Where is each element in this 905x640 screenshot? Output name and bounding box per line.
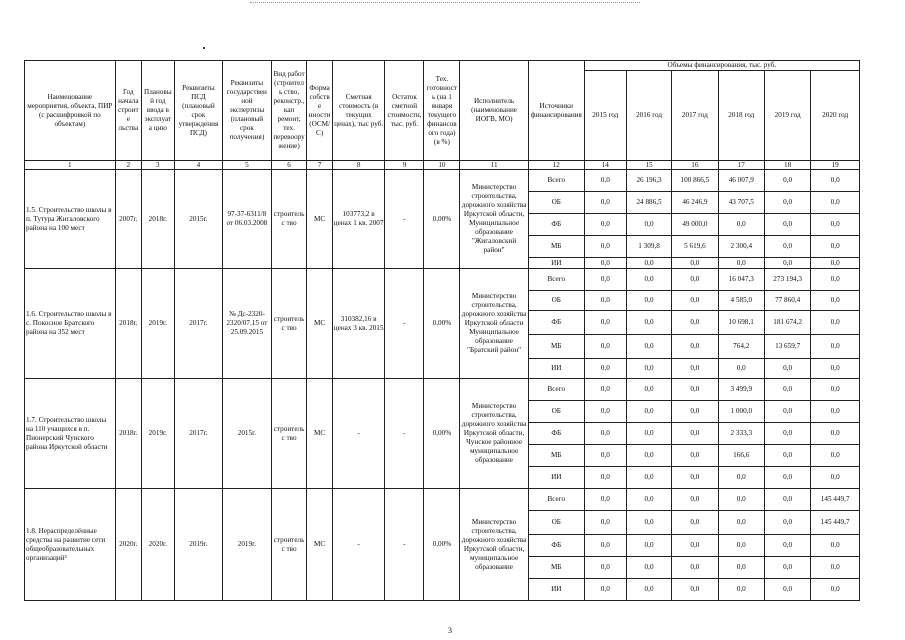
row-source: МБ	[528, 236, 584, 258]
row-psd: 2015г.	[174, 170, 222, 269]
funding-value: 0,0	[764, 258, 810, 269]
row-source: ОБ	[528, 192, 584, 214]
funding-value: 16 047,3	[718, 269, 764, 291]
funding-value: 0,0	[764, 445, 810, 467]
hdr-expertise: Реквизиты государствен ной экспертизы (плановый срок получения)	[223, 61, 271, 161]
funding-value: 0,0	[811, 379, 860, 401]
funding-value: 0,0	[584, 214, 626, 236]
funding-value: 0,0	[626, 311, 671, 335]
hdr-executor: Исполнитель (наименование ИОГВ, МО)	[460, 61, 529, 161]
funding-value: 0,0	[718, 258, 764, 269]
funding-value: 0,0	[584, 335, 626, 359]
funding-value: 0,0	[626, 511, 671, 535]
funding-value: 0,0	[584, 379, 626, 401]
funding-value: 0,0	[811, 214, 860, 236]
funding-value: 0,0	[626, 291, 671, 311]
row-work-type: строительс тво	[271, 379, 307, 489]
funding-value: 0,0	[764, 579, 810, 601]
funding-value: 46 007,9	[718, 170, 764, 192]
row-estimate: 310382,16 в ценах 3 кв. 2015	[332, 269, 385, 379]
hdr-estimate: Сметная стоимость (в текущих ценах), тыс руб.	[332, 61, 385, 161]
funding-value: 0,0	[584, 489, 626, 511]
funding-value: 0,0	[584, 359, 626, 379]
funding-value: 0,0	[584, 401, 626, 423]
funding-value: 0,0	[626, 489, 671, 511]
col-number: 12	[528, 161, 584, 170]
funding-value: 0,0	[626, 258, 671, 269]
row-source: ОБ	[528, 511, 584, 535]
funding-value: 49 000,0	[672, 214, 718, 236]
row-year-start: 2018г.	[115, 379, 141, 489]
hdr-year-start: Год начала строите льства	[115, 61, 141, 161]
funding-value: 0,0	[626, 445, 671, 467]
row-estimate: 103773,2 в ценах 1 кв. 2007	[332, 170, 385, 269]
funding-value: 0,0	[764, 192, 810, 214]
funding-value: 145 449,7	[811, 511, 860, 535]
funding-value: 13 659,7	[764, 335, 810, 359]
row-ownership: МС	[307, 269, 332, 379]
funding-table	[24, 60, 860, 601]
funding-value: 3 499,9	[718, 379, 764, 401]
hdr-work-type: Вид работ (строитель ство, реконстр., кап ремонт, тех. перевоору жение)	[271, 61, 307, 161]
top-dotted-line	[250, 2, 640, 4]
hdr-year-2017: 2017 год	[672, 71, 718, 161]
funding-value: 0,0	[764, 401, 810, 423]
row-readiness: 0,00%	[424, 170, 460, 269]
funding-value: 2 333,3	[718, 423, 764, 445]
funding-value: 4 585,0	[718, 291, 764, 311]
row-expertise: 2019г.	[223, 489, 271, 601]
row-work-type: строительс тво	[271, 489, 307, 601]
funding-value: 0,0	[764, 467, 810, 489]
row-source: ФБ	[528, 311, 584, 335]
funding-value: 0,0	[811, 557, 860, 579]
hdr-readiness: Тех. готовност ь (на 1 января текущего финансов ого года) (в %)	[424, 61, 460, 161]
col-number: 7	[307, 161, 332, 170]
row-source: ОБ	[528, 401, 584, 423]
funding-value: 0,0	[626, 401, 671, 423]
funding-value: 0,0	[811, 192, 860, 214]
funding-value: 0,0	[718, 214, 764, 236]
row-ownership: МС	[307, 489, 332, 601]
col-number: 18	[764, 161, 810, 170]
funding-value: 1 309,8	[626, 236, 671, 258]
funding-value: 0,0	[764, 214, 810, 236]
row-expertise: 97-37-6311/8 от 06.03.2008	[223, 170, 271, 269]
funding-value: 0,0	[672, 489, 718, 511]
hdr-ownership: Форма собстве нности (ОСМ/ С)	[307, 61, 332, 161]
funding-value: 0,0	[626, 467, 671, 489]
funding-value: 0,0	[584, 291, 626, 311]
row-remainder: -	[385, 269, 424, 379]
funding-value: 0,0	[811, 535, 860, 557]
col-number: 17	[718, 161, 764, 170]
funding-value: 0,0	[584, 236, 626, 258]
funding-value: 0,0	[584, 258, 626, 269]
funding-value: 0,0	[811, 311, 860, 335]
row-readiness: 0,00%	[424, 489, 460, 601]
col-number: 10	[424, 161, 460, 170]
funding-value: 0,0	[718, 467, 764, 489]
row-expertise: № Дс-2320-2320/07.15 от 25.09.2015	[223, 269, 271, 379]
funding-value: 0,0	[811, 579, 860, 601]
funding-value: 0,0	[764, 557, 810, 579]
funding-value: 0,0	[811, 236, 860, 258]
row-work-type: строительс тво	[271, 170, 307, 269]
funding-value: 764,2	[718, 335, 764, 359]
row-source: ФБ	[528, 535, 584, 557]
funding-value: 0,0	[584, 170, 626, 192]
col-number: 8	[332, 161, 385, 170]
funding-value: 0,0	[584, 445, 626, 467]
col-number: 15	[626, 161, 671, 170]
funding-value: 166,6	[718, 445, 764, 467]
funding-value: 0,0	[626, 269, 671, 291]
row-executor: Министерство строительства, дорожного хозяйства Иркутской области, Муниципальное образование "Жигаловский район"	[460, 170, 529, 269]
hdr-funding: Объемы финансирования, тыс. руб.	[584, 61, 859, 71]
stray-dot	[203, 47, 205, 49]
row-source: МБ	[528, 557, 584, 579]
table-row	[25, 269, 860, 291]
row-planned-year: 2019г.	[142, 379, 175, 489]
row-readiness: 0,00%	[424, 379, 460, 489]
funding-value: 0,0	[764, 535, 810, 557]
funding-value: 0,0	[764, 489, 810, 511]
hdr-year-2018: 2018 год	[718, 71, 764, 161]
funding-value: 0,0	[764, 236, 810, 258]
row-planned-year: 2020г.	[142, 489, 175, 601]
funding-value: 0,0	[626, 379, 671, 401]
row-ownership: МС	[307, 379, 332, 489]
row-year-start: 2020г.	[115, 489, 141, 601]
funding-value: 2 300,4	[718, 236, 764, 258]
funding-value: 0,0	[626, 335, 671, 359]
funding-value: 77 860,4	[764, 291, 810, 311]
funding-value: 0,0	[672, 379, 718, 401]
funding-value: 24 886,5	[626, 192, 671, 214]
funding-value: 0,0	[626, 579, 671, 601]
hdr-year-2019: 2019 год	[764, 71, 810, 161]
column-numbers-row	[25, 161, 860, 170]
row-year-start: 2018г.	[115, 269, 141, 379]
funding-value: 0,0	[764, 359, 810, 379]
funding-value: 100 866,5	[672, 170, 718, 192]
funding-value: 0,0	[718, 535, 764, 557]
hdr-year-2016: 2016 год	[626, 71, 671, 161]
row-readiness: 0,00%	[424, 269, 460, 379]
col-number: 2	[115, 161, 141, 170]
funding-value: 0,0	[584, 192, 626, 214]
row-source: МБ	[528, 335, 584, 359]
hdr-remainder: Остаток сметной стоимости, тыс. руб.	[385, 61, 424, 161]
row-source: Всего	[528, 489, 584, 511]
col-number: 9	[385, 161, 424, 170]
row-planned-year: 2019г.	[142, 269, 175, 379]
hdr-name: Наименование мероприятия, объекта, ПИР (с расшифровкой по объектам)	[25, 61, 116, 161]
col-number: 16	[672, 161, 718, 170]
funding-value: 0,0	[584, 467, 626, 489]
funding-value: 0,0	[626, 423, 671, 445]
funding-value: 0,0	[672, 335, 718, 359]
funding-value: 0,0	[718, 511, 764, 535]
row-source: ОБ	[528, 291, 584, 311]
hdr-year-2015: 2015 год	[584, 71, 626, 161]
funding-value: 0,0	[672, 359, 718, 379]
row-executor: Министерство строительства, дорожного хозяйства Иркутской области Муниципальное образование "Братский район"	[460, 269, 529, 379]
hdr-planned-year: Плановый год ввода в эксплуата цию	[142, 61, 175, 161]
col-number: 14	[584, 161, 626, 170]
funding-value: 0,0	[626, 535, 671, 557]
funding-value: 0,0	[584, 557, 626, 579]
funding-value: 0,0	[672, 579, 718, 601]
row-source: Всего	[528, 379, 584, 401]
funding-value: 0,0	[672, 401, 718, 423]
hdr-psd: Реквизиты ПСД (плановый срок утверждения ПСД)	[174, 61, 222, 161]
funding-value: 0,0	[764, 423, 810, 445]
hdr-year-2020: 2020 год	[811, 71, 860, 161]
funding-value: 0,0	[672, 467, 718, 489]
funding-value: 0,0	[811, 335, 860, 359]
row-name: 1.6. Строительство школы в с. Покосное Братского района на 352 мест	[25, 269, 116, 379]
funding-value: 0,0	[811, 291, 860, 311]
funding-value: 0,0	[626, 214, 671, 236]
funding-value: 0,0	[811, 269, 860, 291]
funding-value: 0,0	[811, 170, 860, 192]
funding-value: 0,0	[672, 258, 718, 269]
row-source: ФБ	[528, 423, 584, 445]
row-source: ИИ	[528, 467, 584, 489]
row-expertise: 2015г.	[223, 379, 271, 489]
funding-value: 0,0	[764, 170, 810, 192]
row-estimate: -	[332, 379, 385, 489]
funding-value: 181 674,2	[764, 311, 810, 335]
funding-value: 0,0	[672, 535, 718, 557]
row-year-start: 2007г.	[115, 170, 141, 269]
row-work-type: строительс тво	[271, 269, 307, 379]
funding-value: 0,0	[718, 359, 764, 379]
row-name: 1.8. Нераспределённые средства на развитие сети общеобразовательных организаций²	[25, 489, 116, 601]
funding-value: 43 707,5	[718, 192, 764, 214]
funding-value: 0,0	[672, 511, 718, 535]
funding-value: 0,0	[718, 579, 764, 601]
funding-value: 0,0	[811, 401, 860, 423]
funding-value: 0,0	[718, 557, 764, 579]
col-number: 11	[460, 161, 529, 170]
funding-value: 0,0	[811, 467, 860, 489]
col-number: 19	[811, 161, 860, 170]
row-executor: Министерство строительства, дорожного хозяйства Иркутской области, Чунское районное муниципальное образование	[460, 379, 529, 489]
funding-value: 273 194,3	[764, 269, 810, 291]
funding-value: 0,0	[811, 423, 860, 445]
row-planned-year: 2018г.	[142, 170, 175, 269]
row-source: МБ	[528, 445, 584, 467]
row-source: ФБ	[528, 214, 584, 236]
funding-value: 0,0	[672, 557, 718, 579]
table-row	[25, 170, 860, 192]
funding-value: 26 196,3	[626, 170, 671, 192]
funding-value: 0,0	[584, 311, 626, 335]
col-number: 3	[142, 161, 175, 170]
col-number: 4	[174, 161, 222, 170]
row-remainder: -	[385, 489, 424, 601]
funding-value: 0,0	[672, 445, 718, 467]
funding-value: 0,0	[672, 423, 718, 445]
row-psd: 2017г.	[174, 379, 222, 489]
row-source: Всего	[528, 269, 584, 291]
page-number: 3	[448, 626, 452, 635]
row-remainder: -	[385, 379, 424, 489]
row-source: ИИ	[528, 359, 584, 379]
table-row	[25, 379, 860, 401]
funding-value: 0,0	[672, 269, 718, 291]
row-estimate: -	[332, 489, 385, 601]
col-number: 1	[25, 161, 116, 170]
row-ownership: МС	[307, 170, 332, 269]
table-row	[25, 489, 860, 511]
funding-value: 0,0	[811, 445, 860, 467]
funding-value: 0,0	[672, 311, 718, 335]
funding-value: 0,0	[811, 359, 860, 379]
funding-value: 0,0	[764, 511, 810, 535]
row-source: ИИ	[528, 258, 584, 269]
funding-value: 0,0	[764, 379, 810, 401]
funding-value: 1 000,0	[718, 401, 764, 423]
funding-value: 0,0	[626, 359, 671, 379]
funding-value: 0,0	[811, 258, 860, 269]
row-name: 1.5. Строительство школы в п. Тутура Жигаловского района на 100 мест	[25, 170, 116, 269]
row-source: ИИ	[528, 579, 584, 601]
funding-value: 0,0	[584, 535, 626, 557]
row-psd: 2019г.	[174, 489, 222, 601]
funding-value: 145 449,7	[811, 489, 860, 511]
row-name: 1.7. Строительство школы на 110 учащихся в п. Пионерский Чунского района Иркутской области	[25, 379, 116, 489]
funding-value: 0,0	[718, 489, 764, 511]
funding-value: 0,0	[672, 291, 718, 311]
col-number: 6	[271, 161, 307, 170]
funding-value: 0,0	[584, 269, 626, 291]
funding-value: 0,0	[626, 557, 671, 579]
row-remainder: -	[385, 170, 424, 269]
funding-value: 0,0	[584, 423, 626, 445]
funding-value: 0,0	[584, 511, 626, 535]
row-executor: Министерство строительства, дорожного хозяйства Иркутской области, муниципальное образование	[460, 489, 529, 601]
row-source: Всего	[528, 170, 584, 192]
row-psd: 2017г.	[174, 269, 222, 379]
hdr-sources: Источники финансирования	[528, 61, 584, 161]
col-number: 5	[223, 161, 271, 170]
funding-value: 0,0	[584, 579, 626, 601]
funding-value: 10 698,1	[718, 311, 764, 335]
funding-value: 5 619,6	[672, 236, 718, 258]
funding-value: 46 246,9	[672, 192, 718, 214]
